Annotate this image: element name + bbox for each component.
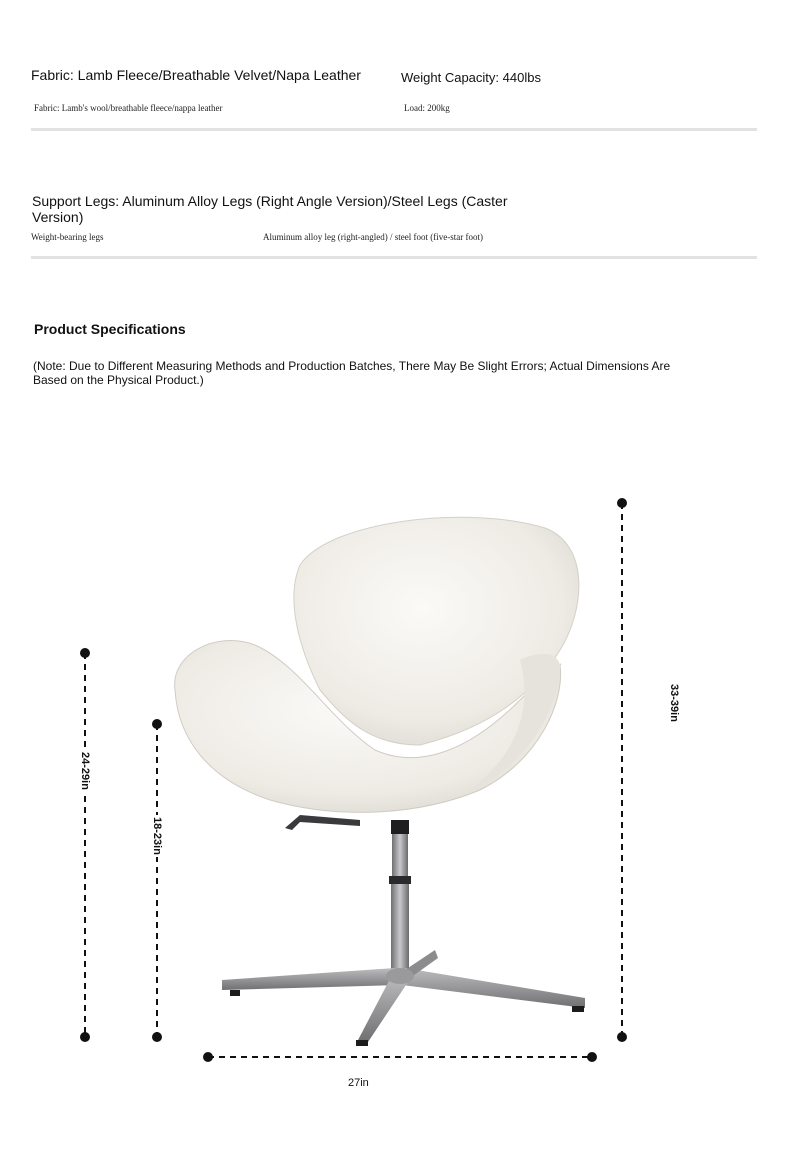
total-height-label: 33-39in bbox=[668, 684, 680, 722]
seat-height-label: 18-23in bbox=[151, 817, 163, 855]
chair-shell bbox=[175, 517, 579, 812]
fabric-heading: Fabric: Lamb Fleece/Breathable Velvet/Napa Leather bbox=[31, 67, 361, 83]
fabric-subtext: Fabric: Lamb's wool/breathable fleece/nappa leather bbox=[34, 103, 223, 113]
weight-capacity-heading: Weight Capacity: 440lbs bbox=[401, 70, 541, 85]
gas-cylinder bbox=[392, 834, 408, 879]
height-lever bbox=[285, 815, 360, 830]
legs-subtext-right: Aluminum alloy leg (right-angled) / steel foot (five-star foot) bbox=[263, 232, 483, 242]
chair-column bbox=[391, 884, 409, 974]
specs-note: (Note: Due to Different Measuring Methods and Production Batches, There May Be Slight Errors; Actual Dimensions Are Based on the Physical Product.) bbox=[33, 359, 671, 387]
width-label: 27in bbox=[348, 1077, 369, 1089]
gas-cylinder-top bbox=[391, 820, 409, 834]
specs-title: Product Specifications bbox=[34, 321, 186, 337]
armrest-height-label: 24-29in bbox=[79, 752, 91, 790]
support-legs-heading: Support Legs: Aluminum Alloy Legs (Right Angle Version)/Steel Legs (Caster Version) bbox=[32, 193, 508, 225]
weight-subtext: Load: 200kg bbox=[404, 103, 450, 113]
legs-subtext-left: Weight-bearing legs bbox=[31, 232, 104, 242]
